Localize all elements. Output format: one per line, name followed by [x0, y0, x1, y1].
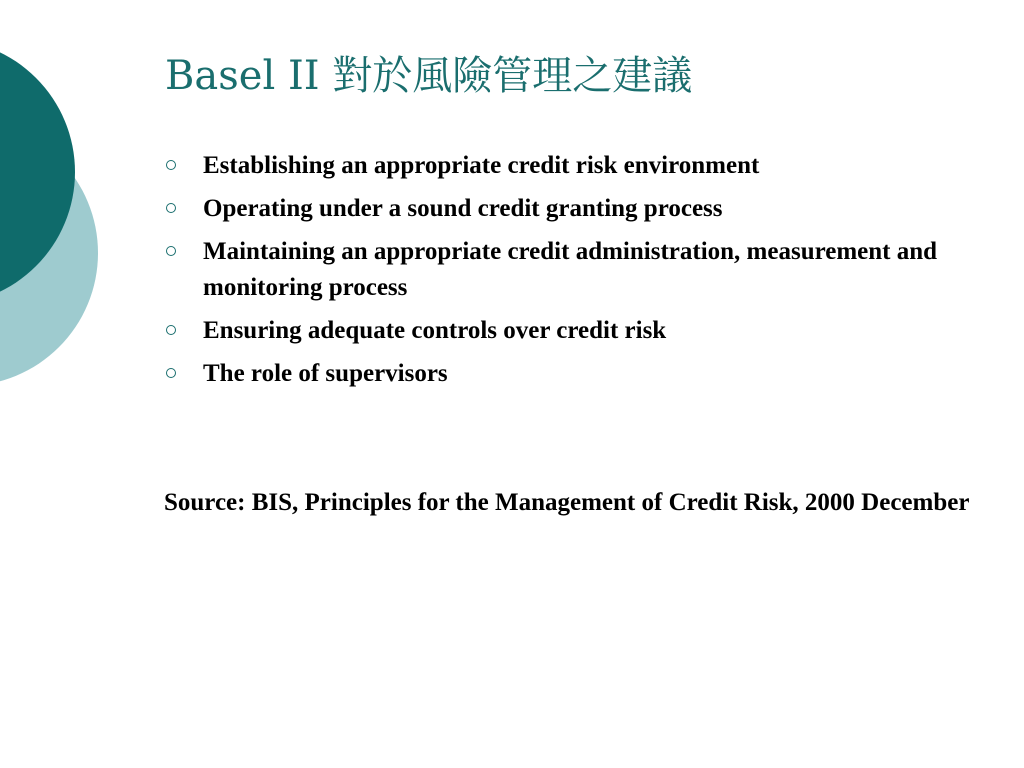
bullet-list: [163, 148, 943, 399]
hollow-circle-bullet-icon: [166, 246, 176, 256]
dark-teal-circle: [0, 39, 75, 305]
bullet-item: [163, 356, 943, 392]
light-teal-circle: [0, 120, 98, 386]
bullet-text: Maintaining an appropriate credit administration, measurement and monitoring process: [203, 238, 938, 301]
bullet-text: Operating under a sound credit granting process: [203, 195, 723, 222]
bullet-item: [163, 148, 943, 184]
slide-title: Basel II 對於風險管理之建議: [165, 53, 693, 99]
hollow-circle-bullet-icon: [166, 160, 176, 170]
hollow-circle-bullet-icon: [166, 368, 176, 378]
decorative-circles: [0, 0, 110, 400]
bullet-item: [163, 191, 943, 227]
bullet-item: [163, 313, 943, 349]
bullet-item: [163, 234, 943, 306]
bullet-text: The role of supervisors: [203, 360, 448, 387]
bullet-text: Ensuring adequate controls over credit risk: [203, 317, 667, 344]
hollow-circle-bullet-icon: [166, 203, 176, 213]
hollow-circle-bullet-icon: [166, 325, 176, 335]
source-citation: Source: BIS, Principles for the Management of Credit Risk, 2000 December: [164, 489, 970, 516]
bullet-text: Establishing an appropriate credit risk environment: [203, 152, 760, 179]
